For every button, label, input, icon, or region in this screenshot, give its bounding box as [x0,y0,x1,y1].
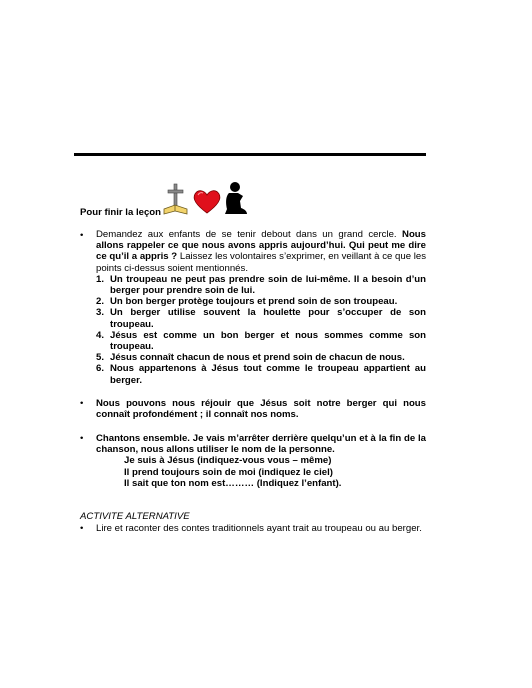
list-item-3 [96,433,426,489]
bullet-3: • [80,433,84,444]
song-line: Il prend toujours soin de moi (indiquez le ciel) [124,466,333,478]
list-item-1 [96,229,426,386]
song-line: Je suis à Jésus (indiquez-vous vous – même) [124,455,332,467]
alternative-heading: ACTIVITE ALTERNATIVE [80,511,190,522]
lesson-icons [163,181,253,221]
praying-child-icon [225,182,247,214]
bullet-4: • [80,523,84,534]
horizontal-rule [74,153,426,156]
bullet-1: • [80,230,84,241]
item1-instruction: Laissez les volontaires s’exprimer, en veillant à ce que les points ci-dessus soient mentionnés. [96,251,426,274]
heart-icon [194,191,220,213]
item1-intro: Demandez aux enfants de se tenir debout dans un grand cercle. [96,229,397,240]
section-heading: Pour finir la leçon [80,207,162,218]
list-point: 3. Un berger utilise souvent la houlette pour s’occuper de son troupeau. [96,307,426,330]
cross-bible-icon [164,184,187,214]
list-point: 6. Nous appartenons à Jésus tout comme le troupeau appartient au berger. [96,363,426,386]
list-point: 2. Un bon berger protège toujours et prend soin de son troupeau. [96,296,398,308]
numbered-list [96,274,426,386]
list-point: 5. Jésus connaît chacun de nous et prend soin de chacun de nous. [96,352,405,364]
bullet-2: • [80,398,84,409]
item1-question: Nous allons rappeler ce que nous avons appris aujourd’hui. Qui peut me dire ce qu’il a appris ? [96,229,426,263]
list-point: 4. Jésus est comme un bon berger et nous sommes comme son troupeau. [96,329,426,353]
list-item-2: Nous pouvons nous réjouir que Jésus soit notre berger qui nous connaît profondément ; il connaît nos noms. [96,398,426,421]
song-instruction: Chantons ensemble. Je vais m’arrêter derrière quelqu’un et à la fin de la chanson, nous allons utiliser le nom de la personne. [96,433,426,456]
song-line: Il sait que ton nom est……… (Indiquez l’enfant). [124,477,342,489]
list-point: 1. Un troupeau ne peut pas prendre soin de lui-même. Il a besoin d’un berger pour prendre soin de lui. [96,273,426,297]
alternative-item: Lire et raconter des contes traditionnels ayant trait au troupeau ou au berger. [96,523,422,534]
